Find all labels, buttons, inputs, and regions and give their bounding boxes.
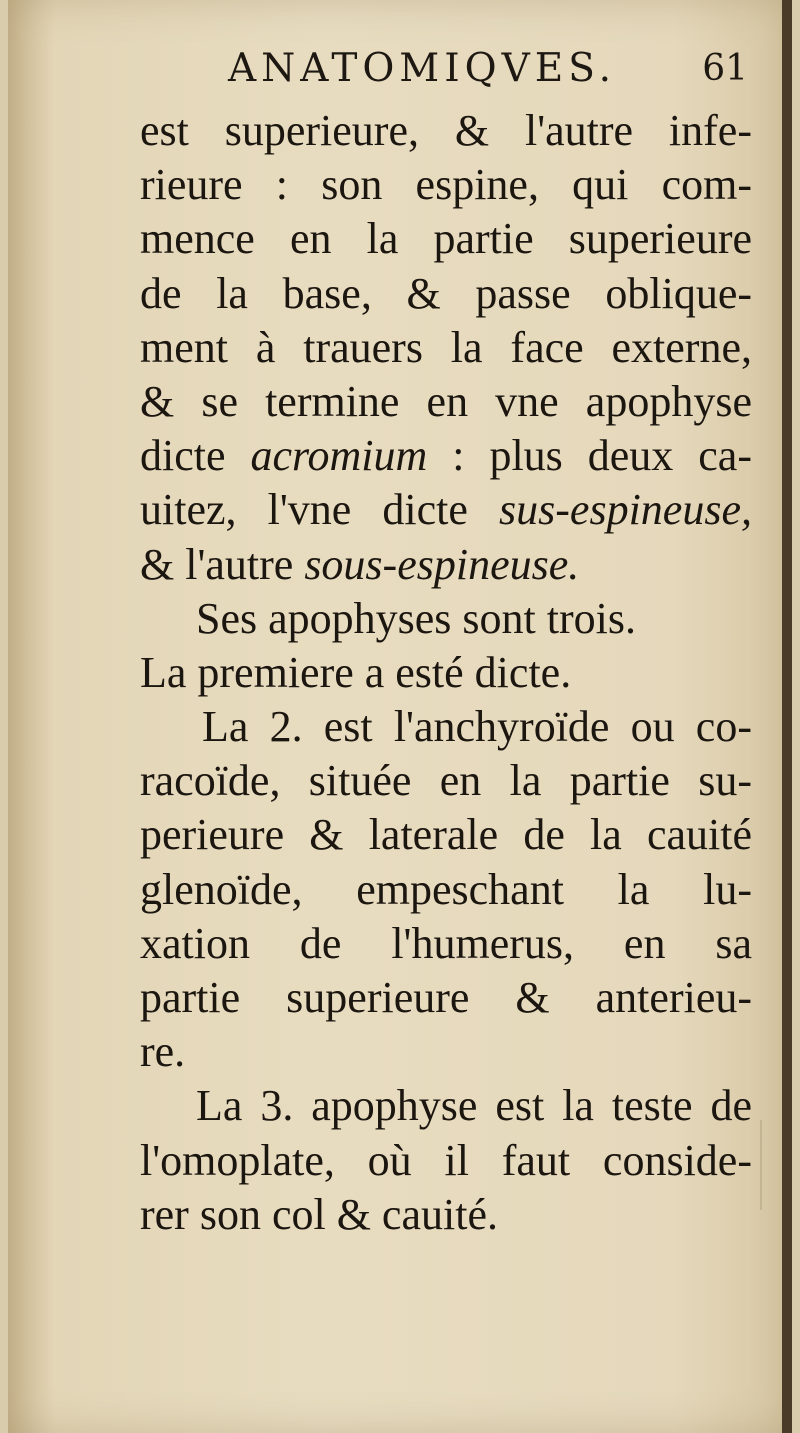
text-line: xation de l'humerus, en sa [140, 918, 752, 968]
text-line: rer son col & cauité. [140, 1189, 498, 1239]
text-line: re. [140, 1027, 186, 1077]
text-line [140, 538, 752, 592]
text-line: mence en la partie superieure [140, 214, 752, 264]
text-line: rieure : son espine, qui com- [140, 160, 752, 210]
text-segment: & l'autre [140, 539, 305, 589]
text-line: ment à trauers la face externe, [140, 322, 752, 372]
text-line [140, 483, 752, 537]
text-segment: dicte [140, 431, 251, 481]
italic-term: sus-espineuse, [499, 485, 752, 535]
text-line: Ses apophyses sont trois. [196, 593, 636, 643]
text-segment: : plus deux ca- [427, 431, 752, 481]
text-line: partie superieure & anterieu- [140, 973, 752, 1022]
text-line: racoïde, située en la partie su- [140, 756, 752, 806]
running-title: ANATOMIQVES. [228, 46, 616, 91]
book-page [8, 0, 792, 1433]
text-line: La premiere a esté dicte. [140, 647, 572, 697]
text-line: est superieure, & l'autre infe- [140, 106, 752, 155]
page-gutter-edge [782, 0, 792, 1433]
text-line: La 3. apophyse est la teste de [196, 1081, 752, 1131]
text-line: glenoïde, empeschant la lu- [140, 864, 752, 914]
text-line: & se termine en vne apophyse [140, 376, 752, 426]
body-text [140, 104, 752, 1242]
italic-term: sous-espineuse. [304, 539, 580, 589]
italic-term: acromium [250, 431, 428, 481]
text-line: La 2. est l'anchyroïde ou co- [202, 702, 752, 752]
page-header [228, 46, 758, 106]
text-line: l'omoplate, où il faut conside- [140, 1135, 752, 1185]
page-number: 61 [702, 48, 748, 89]
text-line: de la base, & passe oblique- [140, 268, 752, 318]
paper-crease [760, 1120, 762, 1210]
text-segment: uitez, l'vne dicte [140, 485, 500, 535]
text-line: perieure & laterale de la cauité [140, 810, 752, 860]
text-line [140, 429, 752, 483]
